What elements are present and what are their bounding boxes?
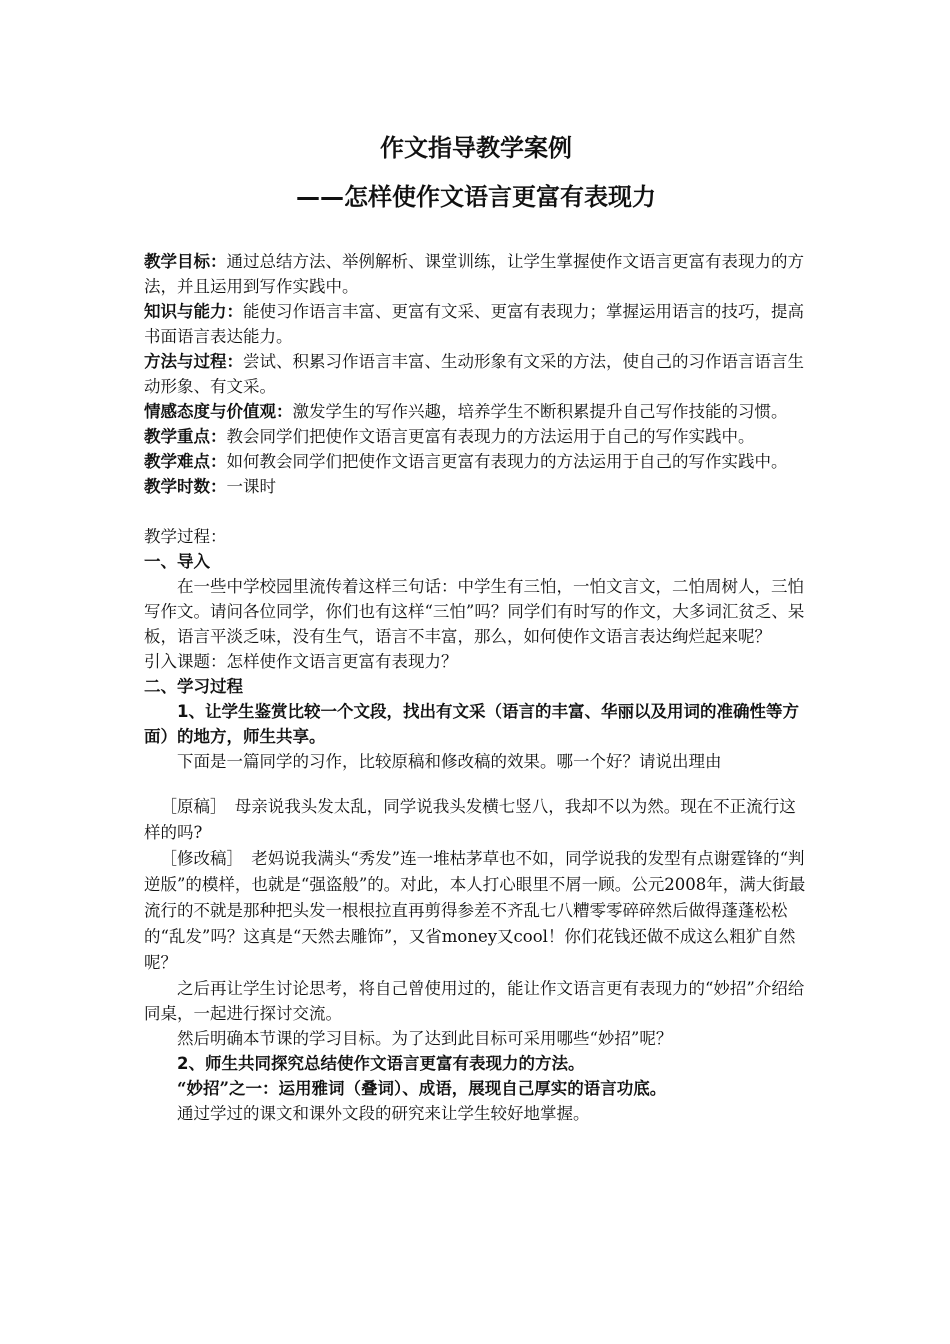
objective-text: 教会同学们把使作文语言更富有表现力的方法运用于自己的写作实践中。 [226,427,755,446]
objective-item [144,474,808,499]
section-heading-intro: 一、导入 [144,552,210,571]
objective-text: 一课时 [226,477,276,496]
objective-item [144,299,808,349]
objective-item [144,249,808,299]
blank-line [144,499,808,524]
discussion-paragraph: 之后再让学生讨论思考，将自己曾使用过的，能让作文语言更有表现力的“妙招”介绍给同桌，一起进行探讨交流。 [144,979,805,1023]
objectives-list [144,249,808,499]
objective-text: 能使习作语言丰富、更富有文采、更富有表现力；掌握运用语言的技巧，提高书面语言表达能力。 [144,302,804,346]
objective-label: 教学重点： [144,427,227,446]
objective-text: 如何教会同学们把使作文语言更富有表现力的方法运用于自己的写作实践中。 [226,452,788,471]
objective-item [144,349,808,399]
original-draft: ［原稿］ 母亲说我头发太乱，同学说我头发横七竖八，我却不以为然。现在不正流行这样的吗? [144,797,796,842]
objective-label: 教学目标： [144,252,227,271]
revised-draft: ［修改稿］ 老妈说我满头“秀发”连一堆枯茅草也不如，同学说我的发型有点谢霆锋的“判逆版”的模样，也就是“强盗般”的。对此，本人打心眼里不屑一顾。公元2008年，满大街最流行的不就是那种把头发一根根拉直再剪得参差不齐乱七八糟零零碎碎然后做得蓬蓬松松的“乱发”吗？这真是“天然去雕饰”，又省money又cool！你们花钱还做不成这么粗犷自然呢？ [144,849,806,972]
objective-text: 激发学生的写作兴趣，培养学生不断积累提升自己写作技能的习惯。 [292,402,788,421]
document-subtitle: ——怎样使作文语言更富有表现力 [296,183,656,211]
trick-one: “妙招”之一：运用雅词（叠词）、成语，展现自己厚实的语言功底。 [177,1079,667,1098]
objective-item [144,399,808,424]
objective-item [144,424,808,449]
document-title: 作文指导教学案例 [380,134,572,162]
topic-line: 引入课题：怎样使作文语言更富有表现力？ [144,652,458,671]
intro-paragraph: 在一些中学校园里流传着这样三句话：中学生有三怕，一怕文言文，二怕周树人，三怕写作文。请问各位同学，你们也有这样“三怕”吗？同学们有时写的作文，大多词汇贫乏、呆板，语言平淡乏味，没有生气，语言不丰富，那么，如何使作文语言表达绚烂起来呢？ [144,577,805,646]
objective-label: 情感态度与价值观： [144,402,293,421]
step-two: 2、师生共同探究总结使作文语言更富有表现力的方法。 [177,1054,585,1073]
objective-text: 通过总结方法、举例解析、课堂训练，让学生掌握使作文语言更富有表现力的方法，并且运用到写作实践中。 [144,252,804,296]
section-heading-process: 二、学习过程 [144,677,243,696]
objective-label: 知识与能力： [144,302,243,321]
compare-intro: 下面是一篇同学的习作，比较原稿和修改稿的效果。哪一个好？请说出理由 [177,752,722,771]
goal-paragraph: 然后明确本节课的学习目标。为了达到此目标可采用哪些“妙招”呢？ [177,1029,673,1048]
objective-label: 教学难点： [144,452,227,471]
objective-label: 教学时数： [144,477,227,496]
process-label: 教学过程： [144,527,227,546]
blank-line [144,774,808,794]
objective-text: 尝试、积累习作语言丰富、生动形象有文采的方法，使自己的习作语言语言生动形象、有文采。 [144,352,804,396]
objective-label: 方法与过程： [144,352,243,371]
objective-item [144,449,808,474]
step-one: 1、让学生鉴赏比较一个文段，找出有文采（语言的丰富、华丽以及用词的准确性等方面）的地方，师生共享。 [144,702,799,746]
trick-one-note: 通过学过的课文和课外文段的研究来让学生较好地掌握。 [177,1104,590,1123]
document-page [144,130,808,1126]
